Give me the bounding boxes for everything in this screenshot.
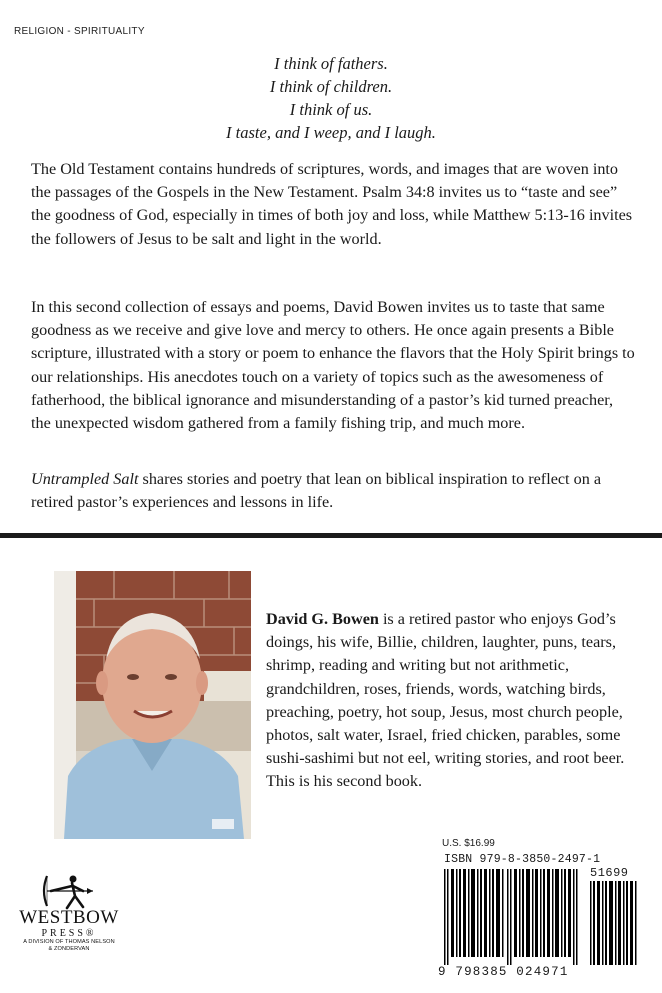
ean-barcode-bars [438,869,586,965]
isbn-text: ISBN 979-8-3850-2497-1 [444,853,601,866]
poem-line: I taste, and I weep, and I laugh. [226,123,436,142]
description-paragraph-3-text: shares stories and poetry that lean on biblical inspiration to reflect on a retired pastor’s experiences and lessons in life. [31,470,602,512]
author-bio-text: is a retired pastor who enjoys God’s doings, his wife, Billie, children, laughter, puns, tears, shrimp, reading and writing but not arithmetic, grandchildren, roses, friends, words, watching birds, preaching, poetry, hot soup, Jesus, most church people, photos, salt water, Israel, fried chicken, parables, some sushi-sashimi but not eel, writing stories, and root beer. This is his second book. [266,610,625,791]
publisher-logo [14,872,124,987]
author-portrait-image [54,571,251,839]
author-name: David G. Bowen [266,610,379,628]
poem-line: I think of us. [289,100,373,119]
section-divider [0,533,662,538]
publisher-name: WESTBOW [19,907,119,928]
author-photo [54,571,251,839]
category-label: RELIGION - SPIRITUALITY [14,26,145,37]
author-bio [266,608,636,794]
publisher-press: PRESS® [41,928,97,939]
book-title: Untrampled Salt [31,470,139,488]
addon-barcode-bars [588,881,640,965]
publisher-division-line-1: A DIVISION OF THOMAS NELSON [23,939,115,945]
poem-line: I think of fathers. [274,54,388,73]
isbn-addon-number: 51699 [590,866,629,880]
publisher-division-line-2: & ZONDERVAN [48,946,90,952]
ean-number: 9 798385 024971 [438,965,569,979]
archer-icon [39,872,99,910]
epigraph-poem [0,52,662,144]
poem-line: I think of children. [269,77,393,96]
description-paragraph-2: In this second collection of essays and poems, David Bowen invites us to taste that same goodness as we receive and give love and mercy to others. He once again presents a Bible scripture, illustrated with a story or poem to enhance the flavors that the Holy Spirit brings to our relationships. His anecdotes touch on a variety of topics such as the awesomeness of fatherhood, the biblical ignorance and misunderstanding of a pastor’s kid turned preacher, the unexpected wisdom gathered from a family fishing trip, and much more. [31,298,635,433]
isbn-barcode [438,853,640,980]
price-label: U.S. $16.99 [442,838,495,849]
description-paragraph-1: The Old Testament contains hundreds of scriptures, words, and images that are woven into the passages of the Gospels in the New Testament. Psalm 34:8 invites us to “taste and see” the goodness of God, especially in times of both joy and loss, while Matthew 5:13-16 invites the followers of Jesus to be salt and light in the world. [31,160,633,248]
description-paragraph-3 [31,468,635,514]
